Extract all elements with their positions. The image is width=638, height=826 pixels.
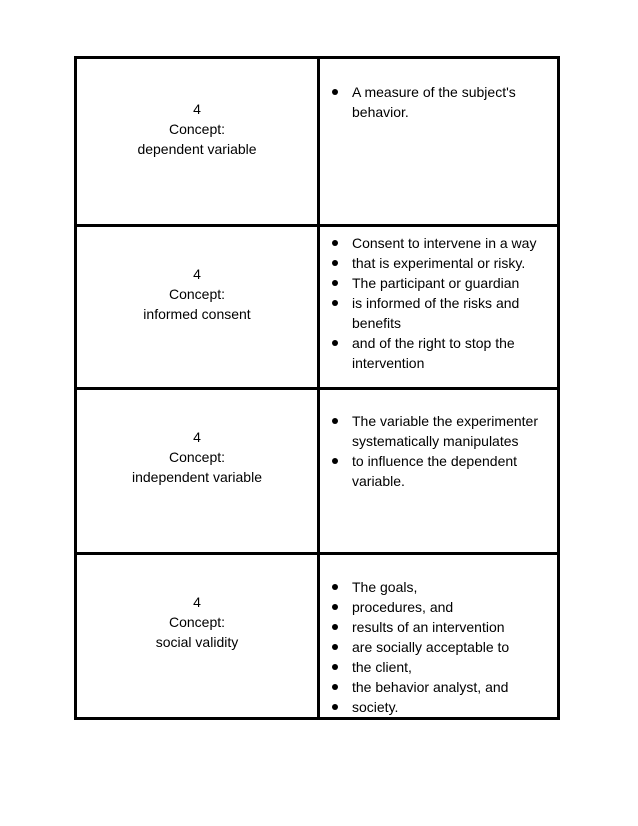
flashcard-sheet bbox=[74, 56, 560, 720]
definition-point: and of the right to stop the intervention bbox=[330, 333, 557, 373]
definition-point: that is experimental or risky. bbox=[330, 253, 557, 273]
definition-list bbox=[330, 82, 557, 122]
flashcard-back bbox=[320, 390, 557, 555]
flashcard-row bbox=[77, 224, 557, 390]
definition-point: results of an intervention bbox=[330, 617, 557, 637]
flashcard-front bbox=[77, 59, 317, 227]
card-number: 4 bbox=[193, 266, 201, 282]
definition-point: The goals, bbox=[330, 577, 557, 597]
concept-term: informed consent bbox=[143, 306, 251, 322]
flashcard-back bbox=[320, 555, 557, 717]
definition-list bbox=[330, 577, 557, 717]
flashcard-front bbox=[77, 555, 317, 717]
flashcard-front bbox=[77, 390, 317, 555]
definition-point: to influence the dependent variable. bbox=[330, 451, 557, 491]
concept-heading: Concept: bbox=[168, 614, 226, 630]
card-number: 4 bbox=[193, 101, 201, 117]
definition-list bbox=[330, 233, 557, 373]
definition-point: the behavior analyst, and bbox=[330, 677, 557, 697]
flashcard-back bbox=[320, 227, 557, 390]
definition-point: The participant or guardian bbox=[330, 273, 557, 293]
flashcard-row bbox=[77, 387, 557, 555]
flashcard-front bbox=[77, 227, 317, 390]
concept-heading: Concept: bbox=[168, 286, 226, 302]
flashcard-back bbox=[320, 59, 557, 227]
definition-point: the client, bbox=[330, 657, 557, 677]
definition-point: are socially acceptable to bbox=[330, 637, 557, 657]
concept-heading: Concept: bbox=[168, 121, 226, 137]
flashcard-row bbox=[77, 59, 557, 227]
definition-list bbox=[330, 411, 557, 491]
definition-point: The variable the experimenter systematically manipulates bbox=[330, 411, 557, 451]
concept-term: independent variable bbox=[132, 469, 262, 485]
card-number: 4 bbox=[193, 429, 201, 445]
concept-heading: Concept: bbox=[168, 449, 226, 465]
definition-point: procedures, and bbox=[330, 597, 557, 617]
flashcard-row bbox=[77, 552, 557, 717]
definition-point: A measure of the subject's behavior. bbox=[330, 82, 557, 122]
definition-point: is informed of the risks and benefits bbox=[330, 293, 557, 333]
concept-term: social validity bbox=[155, 634, 239, 650]
definition-point: society. bbox=[330, 697, 557, 717]
card-number: 4 bbox=[193, 594, 201, 610]
concept-term: dependent variable bbox=[137, 141, 257, 157]
definition-point: Consent to intervene in a way bbox=[330, 233, 557, 253]
